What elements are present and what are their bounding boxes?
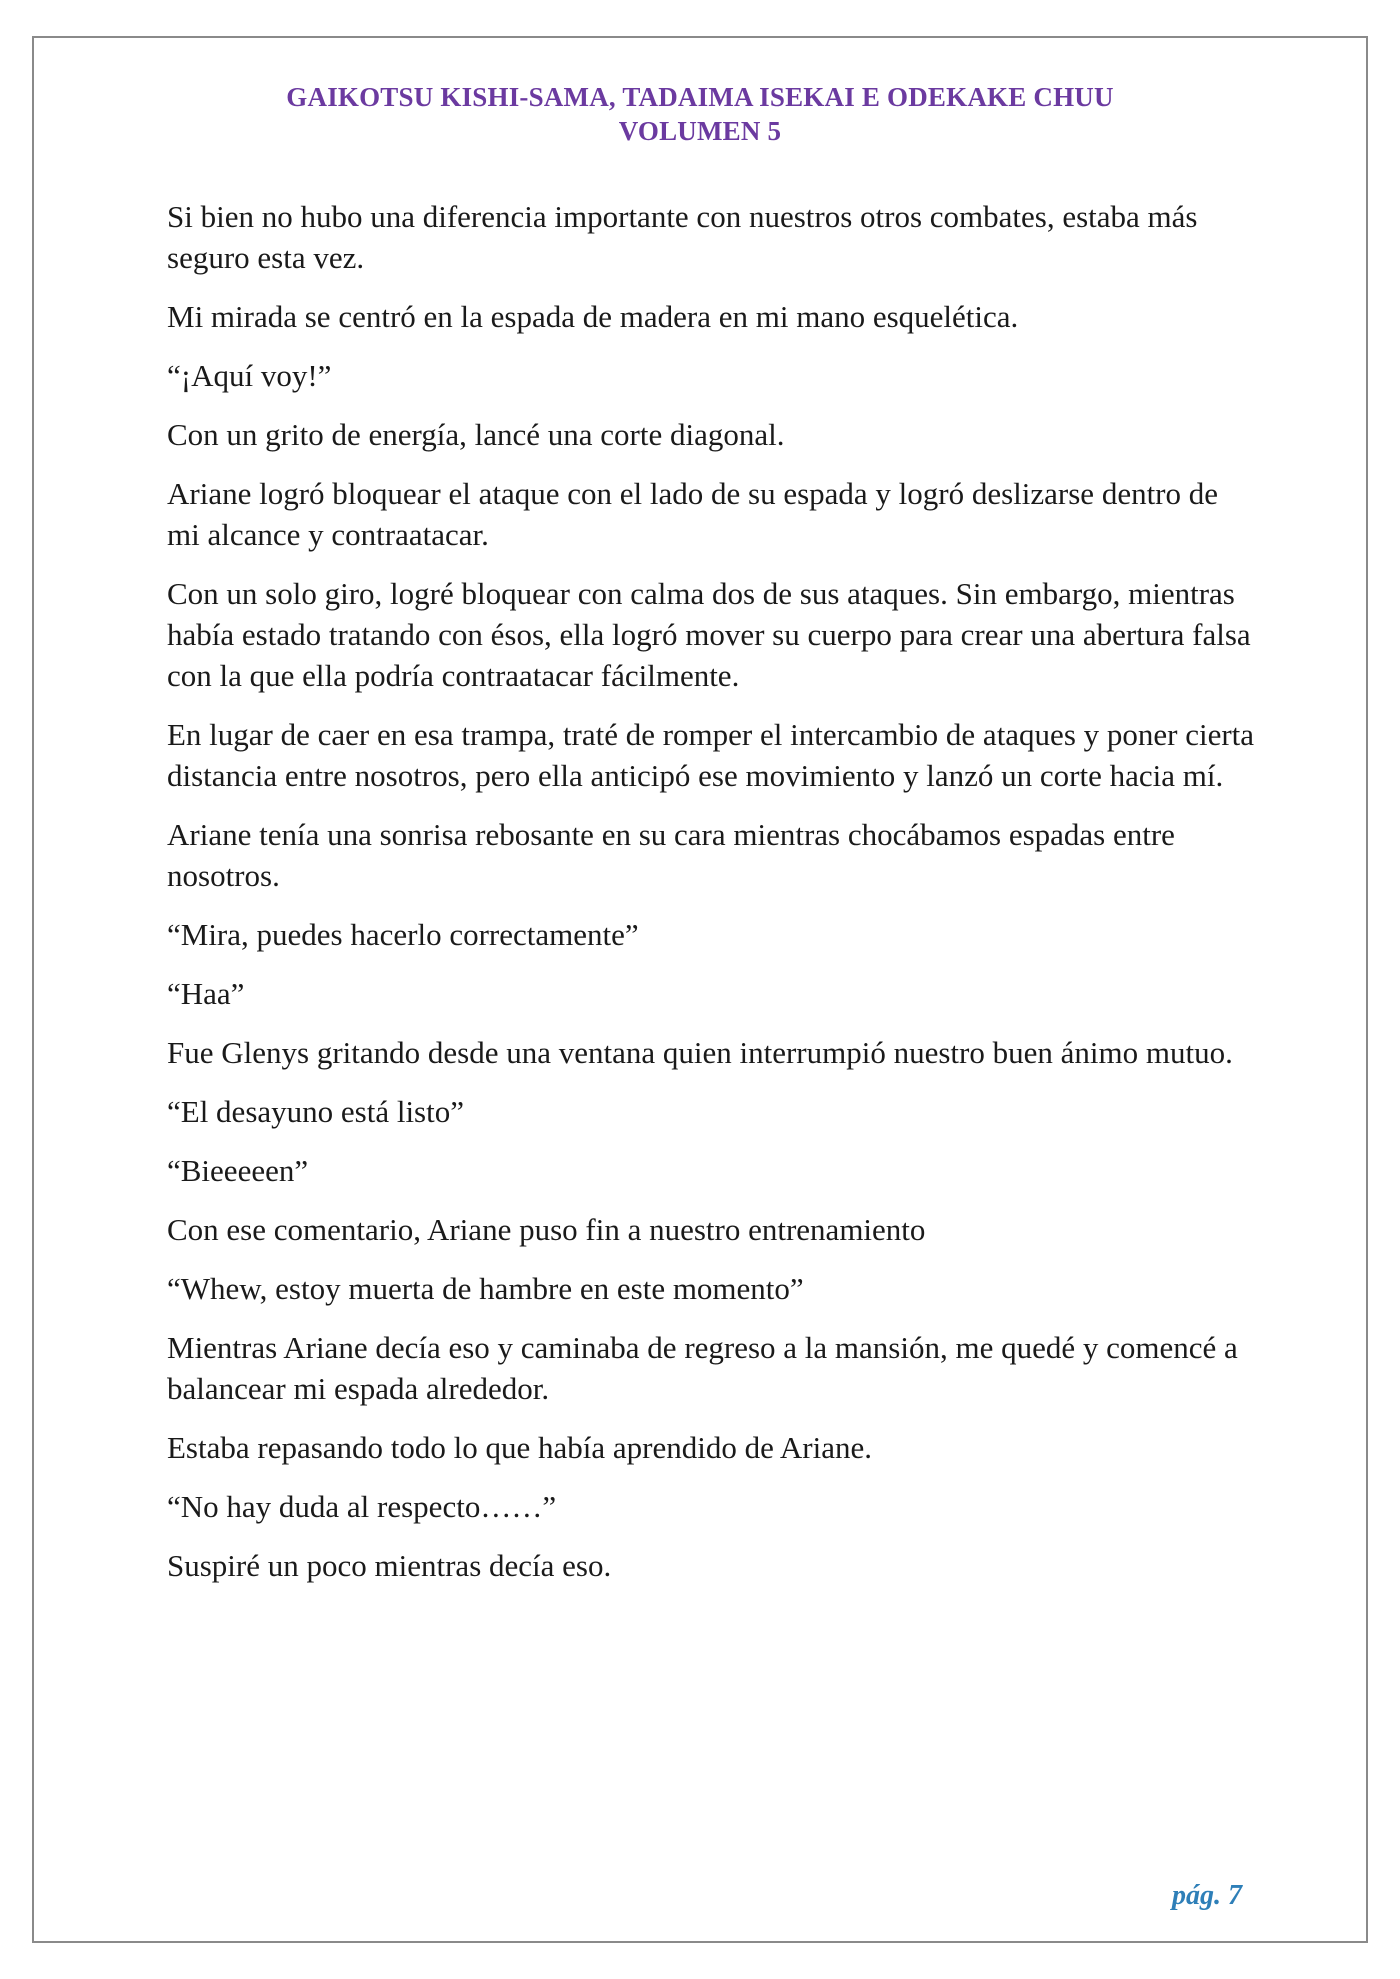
running-header [0,80,1400,148]
page-number: pág. 7 [1172,1880,1242,1911]
paragraph: “Mira, puedes hacerlo correctamente” [167,917,639,952]
paragraph: Con un grito de energía, lancé una corte diagonal. [167,417,785,452]
paragraph: “Bieeeeen” [167,1153,309,1188]
paragraph: Con un solo giro, logré bloquear con calma dos de sus ataques. Sin embargo, mientras había estado tratando con ésos, ella logró mover su cuerpo para crear una abertura falsa con la que ella podría contraatacar fácilmente. [167,576,1251,693]
paragraph: Mientras Ariane decía eso y caminaba de regreso a la mansión, me quedé y comencé a balancear mi espada alrededor. [167,1330,1238,1406]
paragraph: Estaba repasando todo lo que había aprendido de Ariane. [167,1430,873,1465]
body-text [167,196,1257,1604]
paragraph: Ariane logró bloquear el ataque con el lado de su espada y logró deslizarse dentro de mi alcance y contraatacar. [167,476,1219,552]
paragraph: Mi mirada se centró en la espada de madera en mi mano esquelética. [167,299,1019,334]
header-volume: VOLUMEN 5 [618,116,782,146]
paragraph: “¡Aquí voy!” [167,358,332,393]
paragraph: Ariane tenía una sonrisa rebosante en su cara mientras chocábamos espadas entre nosotros. [167,817,1175,893]
paragraph: “El desayuno está listo” [167,1094,464,1129]
paragraph: “Whew, estoy muerta de hambre en este momento” [167,1271,804,1306]
paragraph: “Haa” [167,976,245,1011]
paragraph: Si bien no hubo una diferencia importante con nuestros otros combates, estaba más seguro esta vez. [167,199,1198,275]
paragraph: En lugar de caer en esa trampa, traté de romper el intercambio de ataques y poner cierta distancia entre nosotros, pero ella anticipó ese movimiento y lanzó un corte hacia mí. [167,717,1255,793]
paragraph: Fue Glenys gritando desde una ventana quien interrumpió nuestro buen ánimo mutuo. [167,1035,1233,1070]
paragraph: Con ese comentario, Ariane puso fin a nuestro entrenamiento [167,1212,926,1247]
paragraph: Suspiré un poco mientras decía eso. [167,1548,612,1583]
paragraph: “No hay duda al respecto……” [167,1489,557,1524]
header-title: GAIKOTSU KISHI-SAMA, TADAIMA ISEKAI E ODEKAKE CHUU [286,82,1114,112]
